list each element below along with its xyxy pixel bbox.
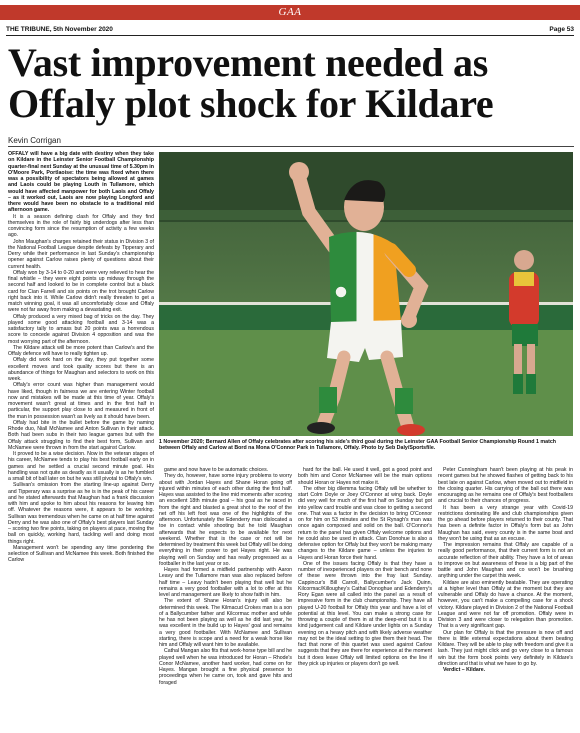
section-label: GAA bbox=[278, 6, 302, 18]
body-paragraph: The Kildare attack will be more potent than Carlow's and the Offaly defence will have to really tighten up. bbox=[8, 344, 154, 357]
body-paragraph: game and now have to be automatic choices. bbox=[164, 467, 269, 473]
body-paragraph: John Maughan's charges retained their status in Division 3 of the National Football League despite defeats by Tipperary and Derry while their performance in last Sunday's championship opener against Carlow raises plenty of questions about their current health. bbox=[8, 238, 154, 270]
body-paragraph: Offaly won by 3-14 to 0-20 and were very relieved to hear the final whistle – they were eight points up midway through the second half and looked to be in complete control but a black card for Cian Farrell and six points on the trot brought Carlow right back into it. While Carlow didn't really threaten to get a match winning goal, it was all uncomfortably close and Offaly were not far away from making a devastating exit. bbox=[8, 269, 154, 314]
masthead bbox=[0, 0, 580, 24]
body-paragraph: It is a season defining clash for Offaly and they find themselves in the role of fairly big underdogs after less than convincing form since the resumption of activity a few weeks ago. bbox=[8, 213, 154, 239]
body-paragraph: Sullivan's omission from the starting line-up against Derry and Tipperary was a surprise as he is in the peak of his career and he stated afterwards that Maughan had a frank discussion with him and spoke to him about his reasons for leaving him off. Whatever the reasons were, it appears to be working. Sullivan was tremendous when he came on at half time against Derry and he was also one of Offaly's best players last Sunday – scoring two fine points, taking on players at pace, moving the ball on quickly, working hard, tackling well and doing most things right. bbox=[8, 482, 154, 545]
headline: Vast improvement needed as Offaly plot shock for Kildare bbox=[8, 40, 494, 126]
offaly-player-celebrating-image bbox=[159, 152, 573, 436]
page-number: Page 53 bbox=[549, 26, 574, 33]
body-paragraph: The impression remains that Offaly are capable of a really good performance, that their current form is not an accurate reflection of their ability. They have a lot of areas to improve on but awareness of these is a big part of the battle and John Maughan and co won't be brushing anything under the carpet this week. bbox=[438, 542, 573, 580]
body-paragraph: hard for the ball. He used it well, got a good point and both him and Conor McNamee will be the main options should Horan or Hayes not make it. bbox=[298, 467, 432, 486]
photo-caption: 1 November 2020; Bernard Allen of Offaly celebrates after scoring his side's third goal during the Leinster GAA Football Senior Championship Round 1 match between Offaly and Carlow at Bord na Mona O'Connor Park in Tullamore, Offaly. Photo by Seb Daly/Sportsfile. bbox=[159, 439, 557, 452]
article-column-1 bbox=[8, 151, 154, 729]
body-paragraph: Peter Cunningham hasn't been playing at his peak in recent games but he showed flashes of getting back to his best late on against Carlow, when moved out to midfield in the closing quarter. His carrying of the ball out there was encouraging as he remains one of Offaly's best footballers and crucial to their chances of progress. bbox=[438, 467, 573, 505]
body-paragraph: Cathal Mangan also fits that work-horse type bill and he played well when he was introduced for Horan – Rhode's Conor McNamee, another hard worker, had come on for Hayes. Mangan brought a fine physical presence to proceedings when he came on, took and gave hits and foraged bbox=[159, 648, 292, 686]
article-column-4 bbox=[438, 467, 573, 729]
divider bbox=[8, 146, 574, 147]
body-paragraph: Management won't be spending any time pondering the selection of Sullivan and McNamee this week. Both finished the Carlow bbox=[8, 544, 154, 564]
body-paragraph: One of the issues facing Offaly is that they have a number of inexperienced players on their bench and none of these were thrown into the fray last Sunday. Cappincur's Bill Carroll, Ballycumber's Jack Quinn, Kilcormac/Killoughey's Cathal Donoghue and Edenderry's Rory Egan were all called into the panel as a result of impressive form in the club championship. They have all played U-20 football for Offaly this year and have a lot of potential at this level. You can make a strong case for throwing a couple of them in at the deep-end but it is a kind judgement call and Kildare under lights on a Sunday evening on a heavy pitch and with likely adverse weather may not be the ideal setting to give them their head. The fact that none of this quartet was used against Carlow suggests that they are there for experience at the moment but it does leave Offaly will limited options on the line if they pick up injuries or players don't go well. bbox=[298, 560, 432, 667]
body-paragraph: The extent of Shane Horan's injury will also be determined this week. The Kilmacud Crokes man is a son of a Ballycumber father and Kilcormac mother and while he has not been playing as well as he did last year, he was excellent in the build up to Hayes' goal and remains a very good footballer. With McNamee and Sullivan starting, there is scope and a need for a weak horse like him and Offaly will want him to be available. bbox=[159, 598, 292, 648]
folio-line bbox=[6, 24, 574, 36]
match-photo bbox=[159, 152, 573, 436]
body-paragraph: Hayes had formed a midfield partnership with Aaron Leavy and the Tullamore man was also replaced before half time – Leavy hadn't been playing that well but he remains a very good footballer with a lot to offer at this level and management are likely to show faith in him. bbox=[159, 567, 292, 598]
body-paragraph: The other big dilemma facing Offaly will be whether to start Colm Doyle or Joey O'Connor at wing back. Doyle did very well for much of the first half on Sunday but got into yellow card trouble and was close to getting a second one. That was a factor in the decision to bring O'Connor on for him on 53 minutes and the St Rynagh's man was once again composed and solid on the ball. O'Connor's return to the panel has given Offaly welcome options and he could also be used in attack. Cian Donohue is also a defensive option for Offaly but they won't be making many changes to the Kildare game – unless the injuries to Hayes and Horan force their hand. bbox=[298, 485, 432, 561]
article-column-3 bbox=[298, 467, 432, 729]
verdict: Verdict – Kildare. bbox=[443, 667, 486, 673]
body-paragraph: It proved to be a wise decision. Now in the veteran stages of his career, McNamee tends to play his best football early on in games and he settled a crucial second minute goal. His handling was not quite as deadly as it usually is as he fumbled a small bit of ball later on but he was still pivotal to Offaly's win. bbox=[8, 451, 154, 482]
body-paragraph: Our plan for Offaly is that the pressure is now off and there is little external expectations about them beating Kildare. They will be able to play with freedom and give it a lash. They just might click and go very close to a famous win but the form book points very definitely in Kildare's direction and that is what we have to go by. bbox=[438, 629, 573, 667]
body-paragraph: Offaly's error count was higher than management would have liked, though in fairness we are entering Winter football now and mistakes will be made at this time of year. Offaly's movement wasn't great at times and in the first half in particular, the support play close to and measured in front of the man in possession wasn't as lively as it should have been. bbox=[8, 382, 154, 420]
body-paragraph: It has been a very strange year with Covid-19 restrictions dominating life and club championships given the go ahead before players returned to their county. That has been a definite factor in Offaly's form but as John Maughan has said, every county is in the same boat and they won't be using that as an excuse. bbox=[438, 504, 573, 542]
byline: Kevin Corrigan bbox=[8, 136, 61, 145]
article-column-2 bbox=[159, 467, 292, 729]
publication-date: THE TRIBUNE, 5th November 2020 bbox=[6, 26, 113, 33]
section-band bbox=[0, 5, 580, 20]
body-paragraph: Offaly had bite in the bullet before the game by naming Rhode duo, Niall McNamee and Anton Sullivan in their attack. Both had been subs in their two league games but with the Offaly attack struggling to find their best form, Sullivan and McNamee were thrown in from the start against Carlow. bbox=[8, 419, 154, 451]
body-paragraph: Kildare are also eminently beatable. They are operating at a higher level than Offaly at the moment but they are vulnerable and Offaly do have a chance. At the moment, however, you can't make a compelling case for a shock victory. Kildare played in Division 2 of the National Football League and were not far off promotion. Offaly were in Division 3 and were closer to relegation than promotion. That is a very significant gap. bbox=[438, 579, 573, 630]
body-paragraph: Offaly produced a very mixed bag of tricks on the day. They played some good attacking football and 3-14 was a satisfactory tally to amass but 20 points was a horrendous score to concede against Division 4 opposition and was the most worrying part of the afternoon. bbox=[8, 313, 154, 345]
body-paragraph: Offaly did work hard on the day, they put together some excellent moves and took quality scores but there is an abundance of things for Maughan and selectors to work on this week. bbox=[8, 357, 154, 382]
lead-paragraph: OFFALY will have a big date with destiny when they take on Kildare in the Leinster Senior Football Championship quarter-final next Sunday at the unusual time of 5.30pm in O'Moore Park, Portlaoise: the time was fixed when there was a possibility of spectators being allowed at games and Laois could be playing Louth in Tullamore, which would have affected manpower for both Laois and Offaly – as it worked out, Laois are now playing Longford and there would have been no obstacle to a traditional mid afternoon game. bbox=[8, 151, 154, 214]
body-paragraph: They do, however, have some injury problems to worry about with Jordan Hayes and Shane Horan going off injured within minutes of each other during the first half. Hayes was assisted to the line mid moments after scoring an excellent 18th minute goal – his goal as he raced in from the right and blasted a great shot to the roof of the net off his left foot was one of the highlights of the afternoon. Unfortunately the Edenderry man dislocated a toe in contact while shooting but he told Maughan afterwards that he expects to be available for next weekend. Whether that is the case or not will be determined by treatment this week but Offaly will be doing everything in their power to get Hayes right. He was playing well on Sunday and has really progressed as a footballer in the last year or so. bbox=[159, 473, 292, 567]
